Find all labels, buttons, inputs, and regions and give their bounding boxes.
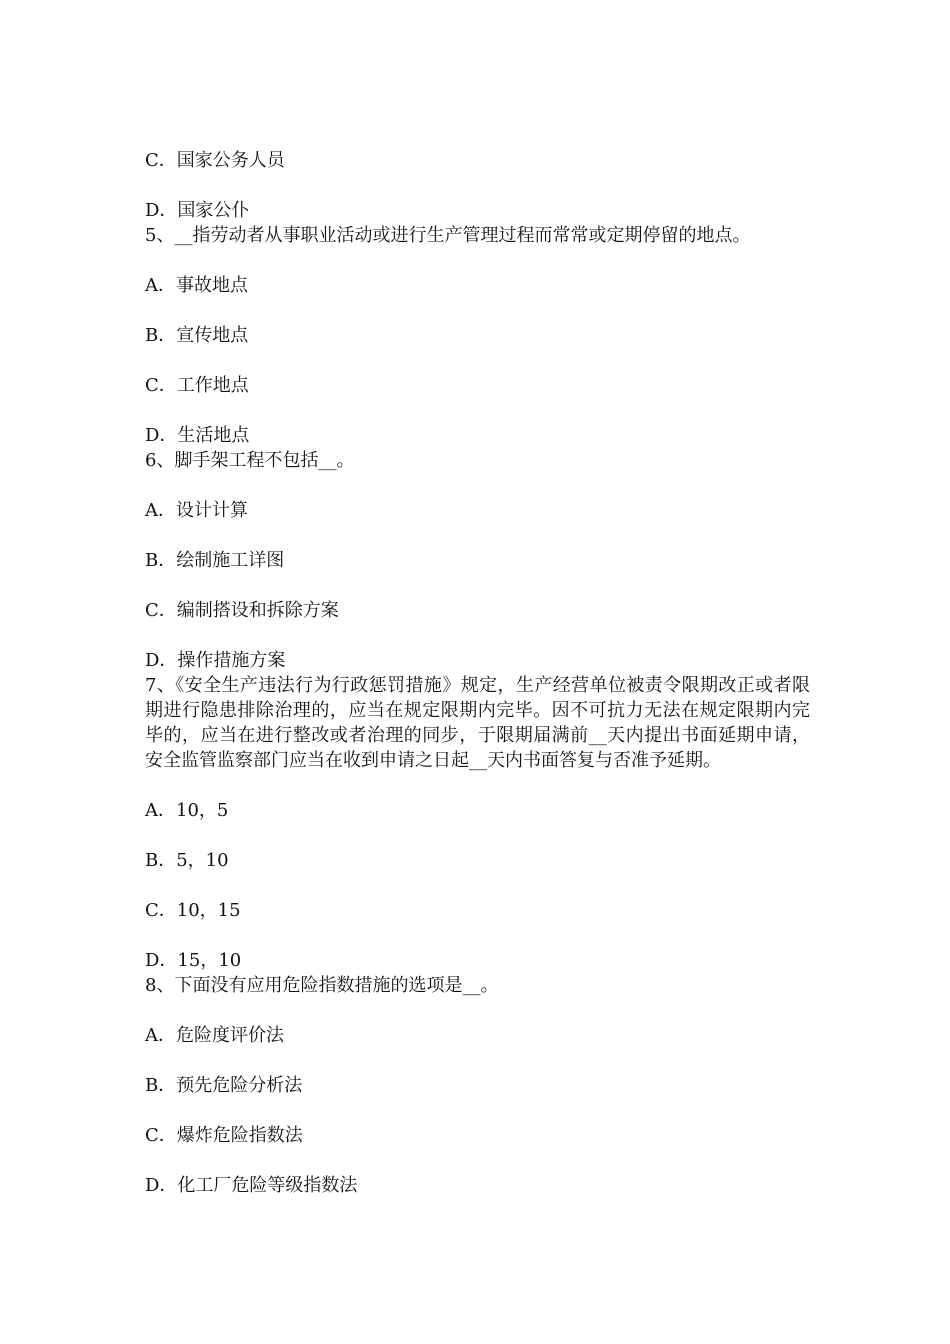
question-4-tail (145, 148, 810, 223)
q8-option-a: A．危险度评价法 (145, 1025, 284, 1046)
q5-stem: 5、__指劳动者从事职业活动或进行生产管理过程而常常或定期停留的地点。 (145, 225, 751, 246)
q8-stem: 8、下面没有应用危险指数措施的选项是__。 (145, 975, 499, 996)
q7-option-a: A．10，5 (145, 800, 229, 821)
q8-option-c: C．爆炸危险指数法 (145, 1125, 303, 1146)
q5-option-a: A．事故地点 (145, 275, 248, 296)
q8-option-d: D．化工厂危险等级指数法 (145, 1175, 358, 1196)
q6-option-a: A．设计计算 (145, 500, 248, 521)
question-5 (145, 223, 810, 448)
q7-option-d: D．15，10 (145, 950, 242, 971)
q6-option-d: D．操作措施方案 (145, 650, 286, 671)
q5-option-b: B．宣传地点 (145, 325, 249, 346)
q6-option-c: C．编制搭设和拆除方案 (145, 600, 339, 621)
q4-option-d: D．国家公仆 (145, 200, 250, 221)
q5-option-d: D．生活地点 (145, 425, 250, 446)
q7-option-c: C．10，15 (145, 900, 241, 921)
q7-stem: 7、《安全生产违法行为行政惩罚措施》规定，生产经营单位被责令限期改正或者限期进行隐患排除治理的，应当在规定限期内完毕。因不可抗力无法在规定限期内完毕的，应当在进行整改或者治理的同步，于限期届满前__天内提出书面延期申请，安全监管监察部门应当在收到申请之日起__天内书面答复与否准予延期。 (145, 675, 810, 771)
question-7 (145, 673, 810, 973)
q8-option-b: B．预先危险分析法 (145, 1075, 303, 1096)
q7-option-b: B．5，10 (145, 850, 229, 871)
question-8 (145, 973, 810, 1198)
q6-option-b: B．绘制施工详图 (145, 550, 285, 571)
question-6 (145, 448, 810, 673)
q5-option-c: C．工作地点 (145, 375, 249, 396)
q4-option-c: C．国家公务人员 (145, 150, 285, 171)
document-body (145, 148, 810, 1198)
q6-stem: 6、脚手架工程不包括__。 (145, 450, 355, 471)
